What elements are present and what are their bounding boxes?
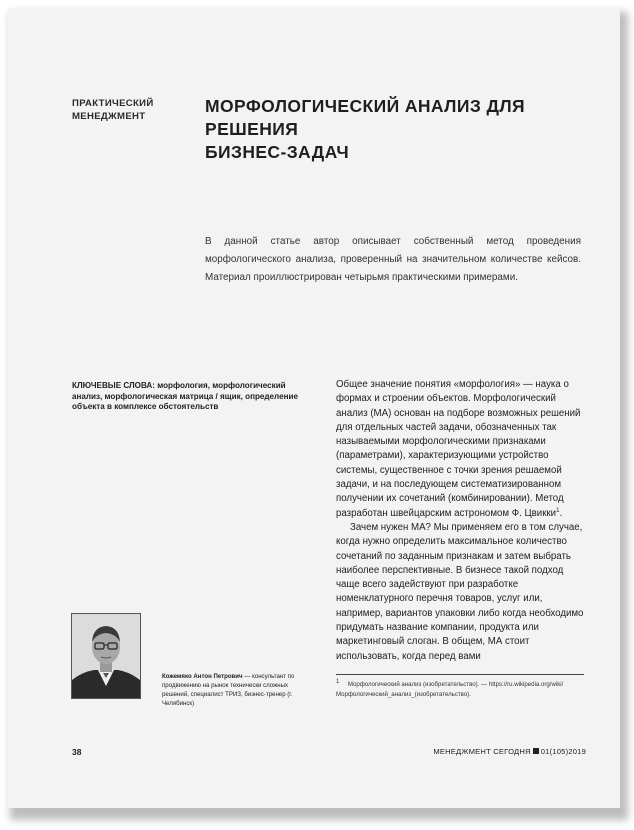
journal-footer [433,747,586,756]
article-title-line2: БИЗНЕС-ЗАДАЧ [205,142,350,162]
article-lead: В данной статье автор описывает собственный метод проведения морфологического анализа, проверенный на значительном количестве кейсов. Материал проиллюстрирован четырьмя практическими примерами. [205,236,581,283]
body-paragraph-1-end: . [559,507,563,519]
section-label-line2: МЕНЕДЖМЕНТ [72,111,146,122]
section-label-line1: ПРАКТИЧЕСКИЙ [72,98,154,109]
author-photo [71,613,141,699]
body-paragraph-1 [336,378,586,521]
author-bio: — консультант по продвижению на рынок технически сложных решений, специалист ТРИЗ, бизнес-тренер (г. Челябинск) [162,673,295,707]
article-title-line1: МОРФОЛОГИЧЕСКИЙ АНАЛИЗ ДЛЯ РЕШЕНИЯ [205,96,525,139]
section-label [72,97,154,123]
article-body [336,378,586,664]
keywords: КЛЮЧЕВЫЕ СЛОВА: морфология, морфологический анализ, морфологическая матрица / ящик, определение объекта в комплексе обстоятельств [72,381,298,411]
footnote-text: Морфологический анализ (изобретательство). — https://ru.wikipedia.org/wiki/Морфологический_анализ_(изобретательство). [336,681,564,698]
author-name: Кожемяко Антон Петрович [162,673,243,680]
journal-issue: 01(105)2019 [540,747,586,756]
page-number: 38 [72,747,82,757]
journal-name: МЕНЕДЖМЕНТ СЕГОДНЯ [433,747,531,756]
author-info [162,672,312,708]
article-title [205,95,605,164]
footnote-number: 1 [336,678,340,685]
portrait-photo-icon [72,614,140,698]
body-paragraph-1-text: Общее значение понятия «морфология» — наука о формах и строении объектов. Морфологический анализ (МА) основан на подборе возможных решений для отдельных частей задачи, обозначенных так называемыми морфологическими признаками (параметрами), характеризующими устройство системы, существенное с точки зрения решаемой задачи, и на последующем систематизированном получении их сочетаний (комбинировании). Метод разработан швейцарским астрономом Ф. Цвикки [336,379,581,519]
footnote-ref: 1 [556,507,560,514]
footnote [336,680,586,699]
black-square-icon [533,748,539,754]
body-paragraph-2: Зачем нужен МА? Мы применяем его в том случае, когда нужно определить максимальное количество сочетаний по заданным признакам и затем выбрать наиболее перспективные. В бизнесе такой подход чаще всего задействуют при разработке номенклатурного перечня товаров, услуг или, например, вариантов упаковки либо когда необходимо придумать название компании, продукта или маркетинговый слоган. В общем, МА стоит использовать, когда перед вами [336,521,584,662]
footnote-divider [336,674,584,675]
